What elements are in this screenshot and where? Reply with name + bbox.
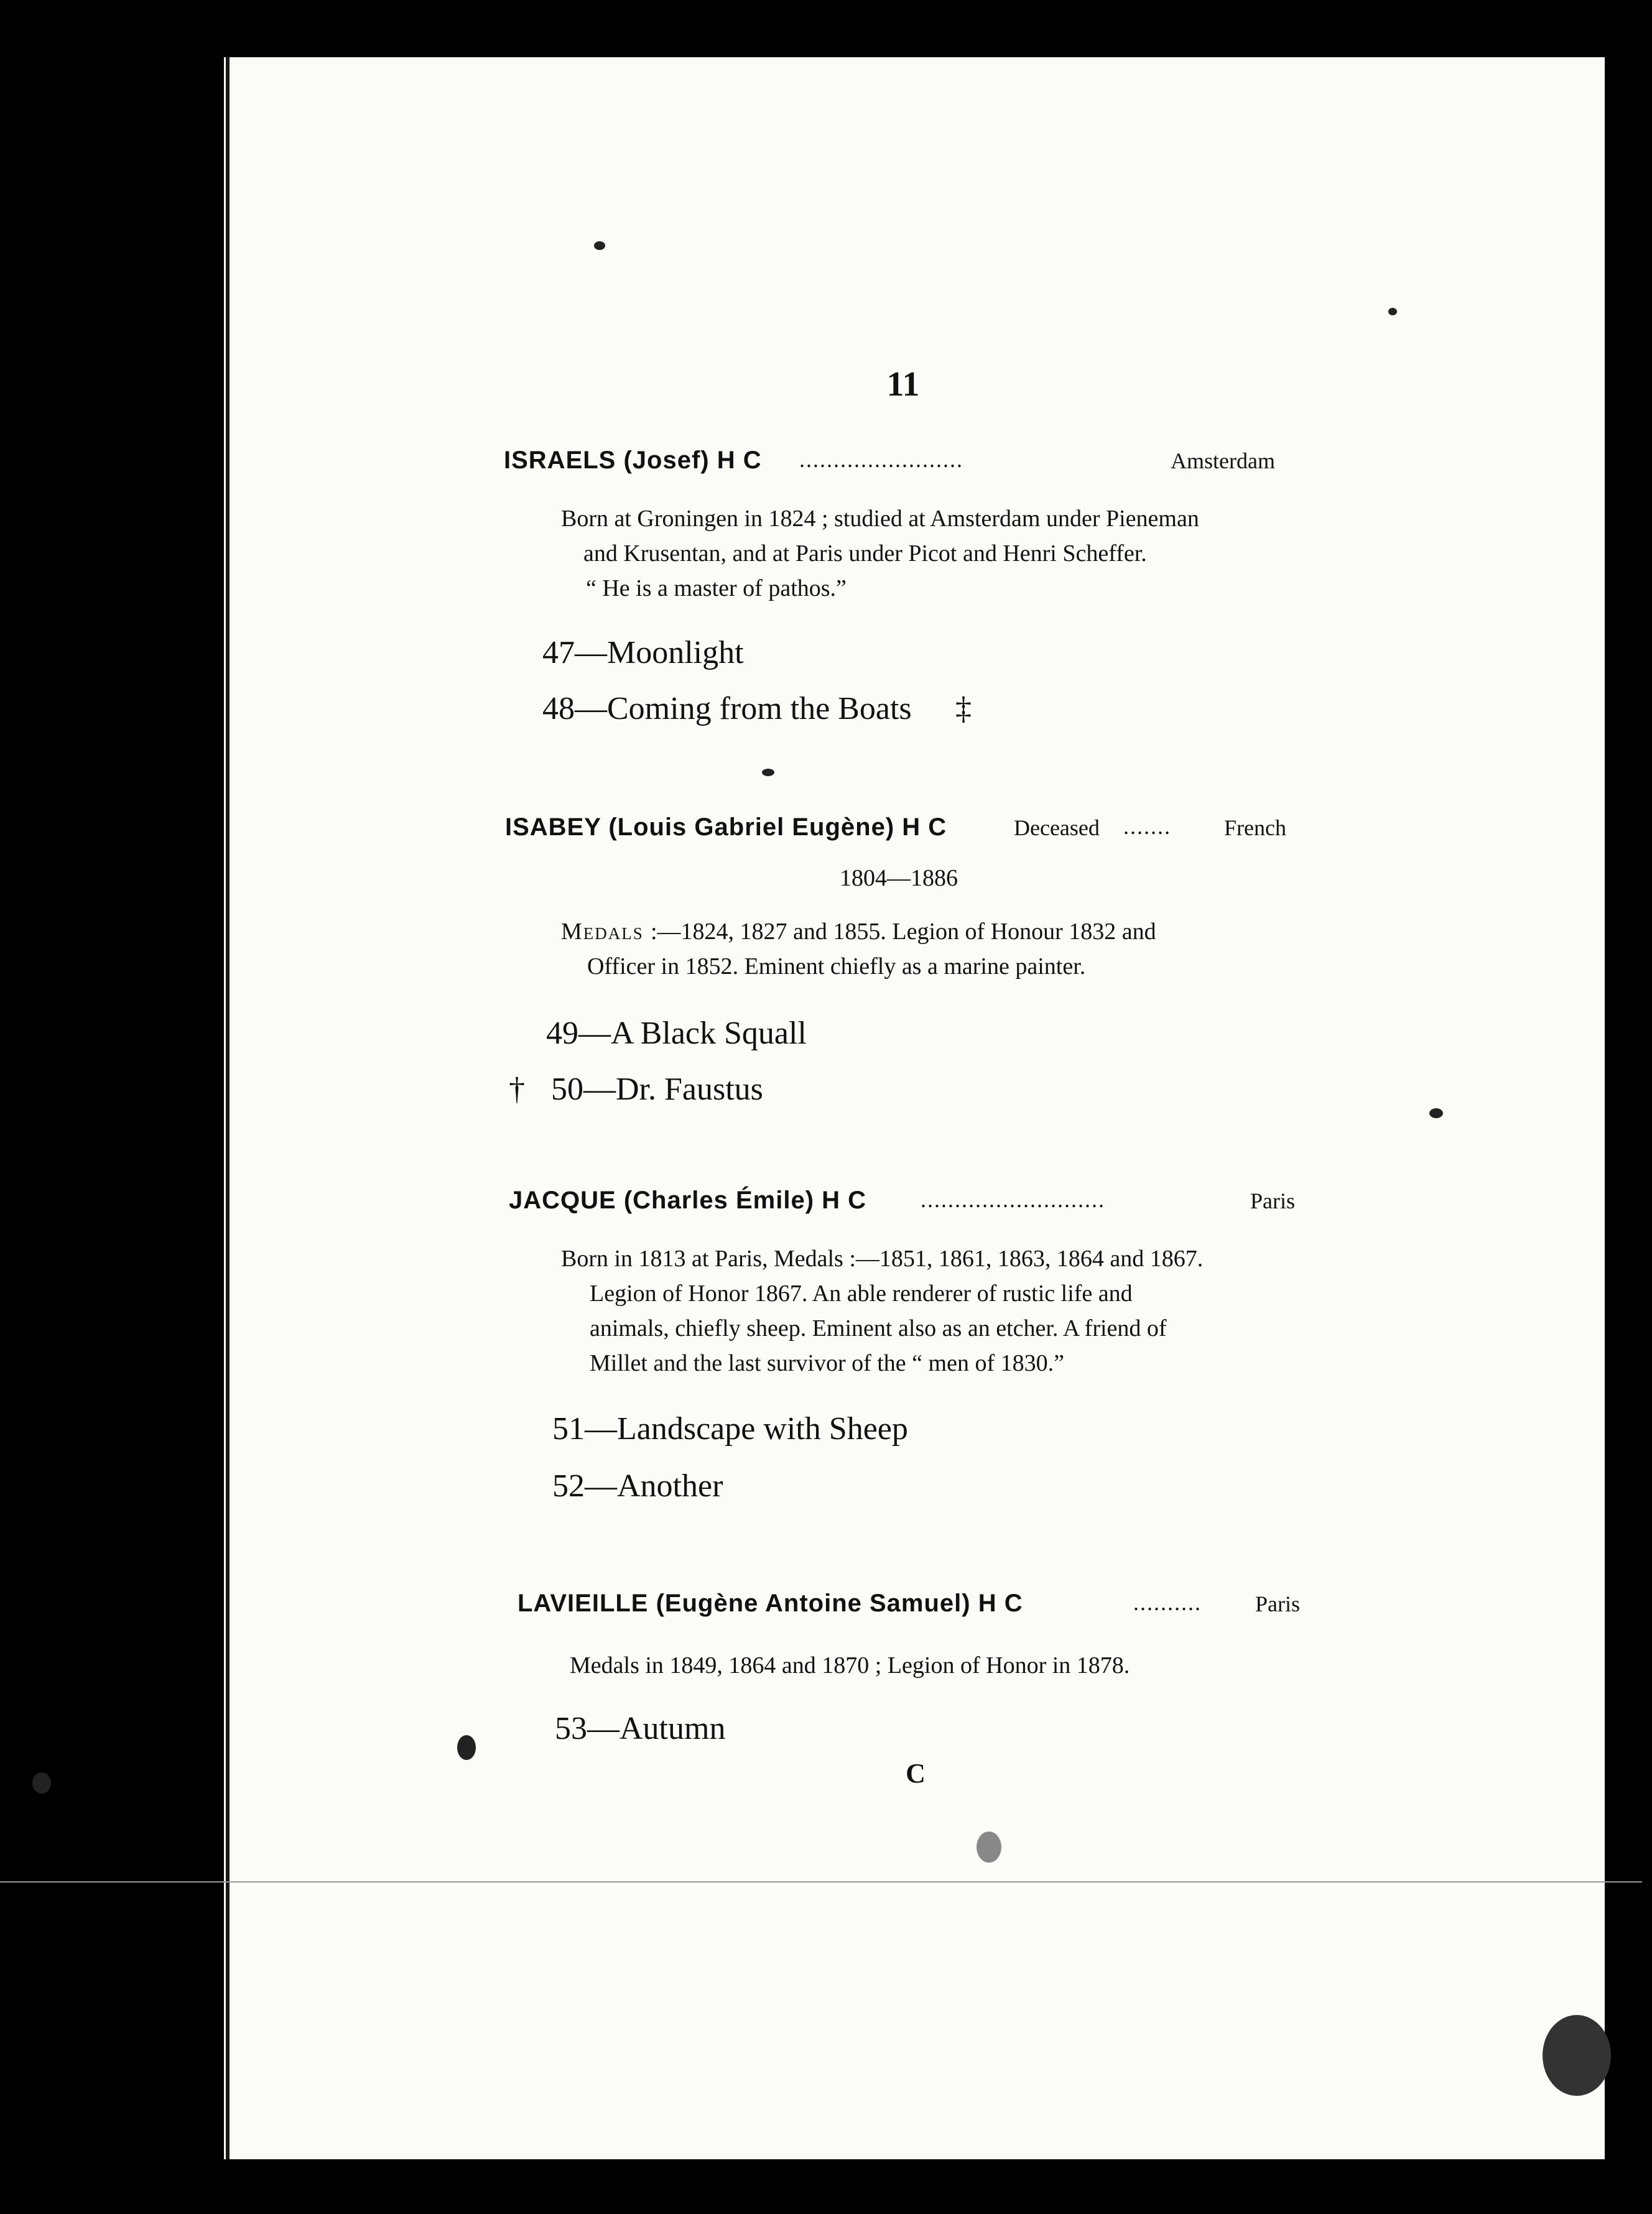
artist-status: Deceased (1014, 815, 1100, 840)
artist-place: French (1224, 815, 1286, 840)
leader-dots: ........................ (799, 447, 963, 472)
ink-speck (762, 769, 774, 776)
bio-line: Medals in 1849, 1864 and 1870 ; Legion of Honor in 1878. (570, 1652, 1130, 1679)
annotation-mark: † (509, 1072, 525, 1107)
work-item: 49—A Black Squall (546, 1016, 807, 1051)
artist-place: Paris (1250, 1188, 1295, 1213)
annotation-mark: ‡ (955, 691, 972, 726)
bio-line: Officer in 1852. Eminent chiefly as a marine painter. (587, 953, 1086, 980)
bio-line: animals, chiefly sheep. Eminent also as an etcher. A friend of (590, 1315, 1167, 1341)
bio-lead: Medals (561, 919, 644, 945)
work-item: 47—Moonlight (542, 635, 744, 670)
work-item: 53—Autumn (555, 1711, 726, 1746)
ink-speck (594, 241, 605, 250)
work-item: 52—Another (552, 1468, 723, 1504)
bio-line: Born in 1813 at Paris, Medals :—1851, 1861, 1863, 1864 and 1867. (561, 1246, 1204, 1272)
smudge (1543, 2015, 1611, 2096)
life-dates: 1804—1886 (840, 865, 958, 891)
bio-line: :—1824, 1827 and 1855. Legion of Honour 1832 and (651, 919, 1156, 945)
bio-line: “ He is a master of pathos.” (586, 575, 847, 601)
leader-dots: .......... (1133, 1590, 1202, 1615)
ink-speck (1429, 1108, 1443, 1118)
binding-edge (226, 57, 230, 2159)
artist-heading: JACQUE (Charles Émile) H C (509, 1187, 867, 1214)
artist-heading: ISRAELS (Josef) H C (504, 447, 762, 474)
work-item: 48—Coming from the Boats (542, 691, 912, 726)
ink-speck (457, 1735, 476, 1760)
artist-place: Amsterdam (1171, 448, 1275, 473)
ink-speck (1388, 308, 1397, 315)
leader-dots: ....... (1123, 814, 1171, 839)
work-item: 51—Landscape with Sheep (552, 1411, 908, 1447)
artist-heading: ISABEY (Louis Gabriel Eugène) H C (505, 813, 947, 841)
ink-speck (32, 1772, 51, 1794)
bio-line: Millet and the last survivor of the “ men of 1830.” (590, 1350, 1064, 1376)
bio-line: Born at Groningen in 1824 ; studied at Amsterdam under Pieneman (561, 506, 1199, 532)
smudge (977, 1832, 1001, 1863)
bio-line: Legion of Honor 1867. An able renderer of rustic life and (590, 1281, 1133, 1307)
artist-place: Paris (1255, 1591, 1300, 1616)
artist-heading: LAVIEILLE (Eugène Antoine Samuel) H C (517, 1590, 1023, 1617)
scan-edge-line (0, 1881, 1642, 1883)
leader-dots: ........................... (921, 1187, 1105, 1212)
bio-line: and Krusentan, and at Paris under Picot and Henri Scheffer. (583, 540, 1147, 567)
work-item: 50—Dr. Faustus (551, 1072, 763, 1107)
page-number: 11 (886, 365, 920, 404)
signature-mark: C (906, 1758, 926, 1789)
